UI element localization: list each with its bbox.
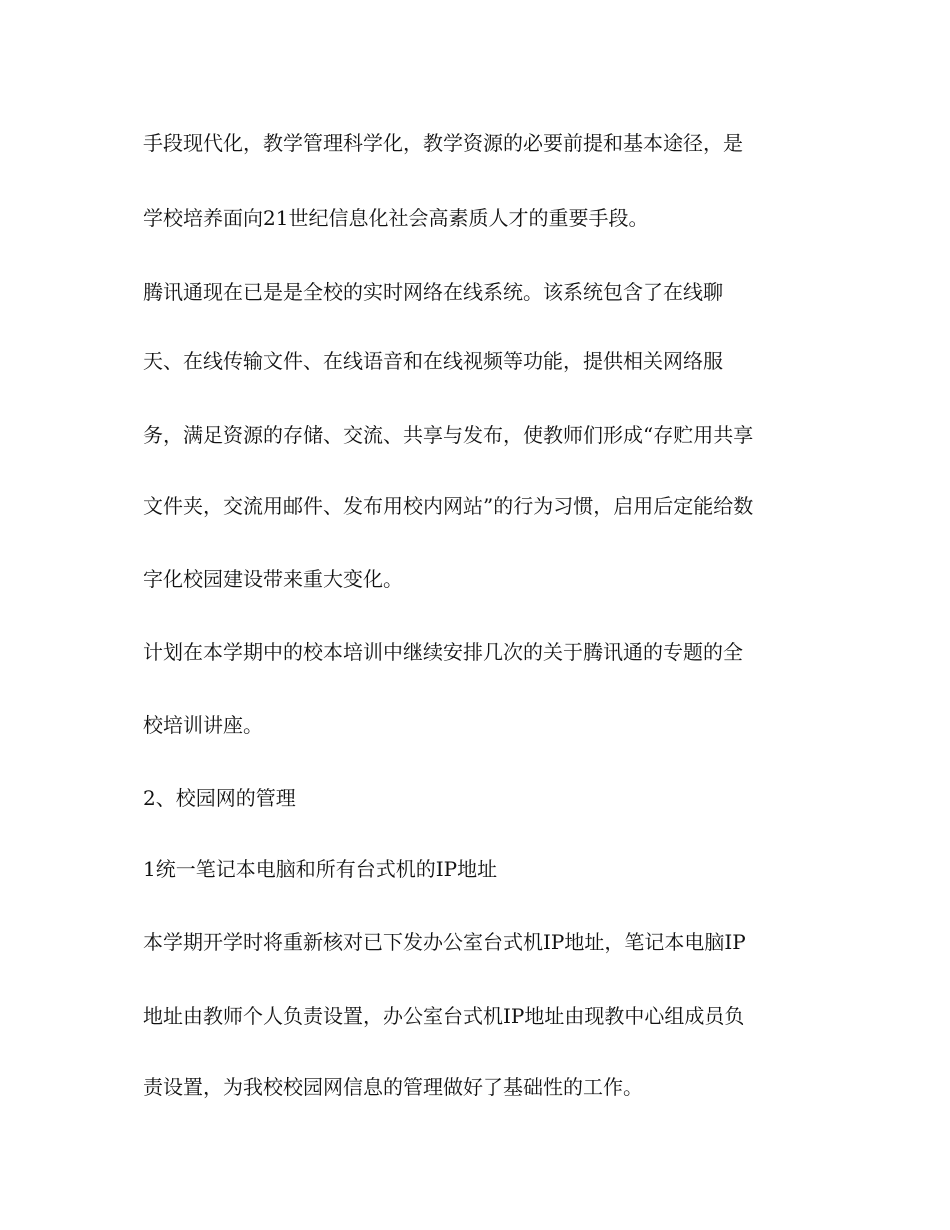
- text-line-8: 计划在本学期中的校本培训中继续安排几次的关于腾讯通的专题的全: [143, 640, 743, 664]
- text-line-1: 手段现代化，教学管理科学化，教学资源的必要前提和基本途径，是: [143, 131, 743, 155]
- text-line-9: 校培训讲座。: [143, 713, 263, 737]
- text-line-3: 腾讯通现在已是是全校的实时网络在线系统。该系统包含了在线聊: [143, 280, 723, 304]
- text-line-4: 天、在线传输文件、在线语音和在线视频等功能，提供相关网络服: [143, 349, 723, 373]
- section-heading: 2、校园网的管理: [143, 786, 296, 810]
- text-line-12: 本学期开学时将重新核对已下发办公室台式机IP地址，笔记本电脑IP: [143, 930, 746, 954]
- text-line-13: 地址由教师个人负责设置，办公室台式机IP地址由现教中心组成员负: [143, 1004, 745, 1028]
- text-line-7: 字化校园建设带来重大变化。: [143, 567, 403, 591]
- subsection-heading: 1统一笔记本电脑和所有台式机的IP地址: [143, 857, 498, 881]
- text-line-14: 责设置，为我校校园网信息的管理做好了基础性的工作。: [143, 1075, 643, 1099]
- text-line-6: 文件夹，交流用邮件、发布用校内网站”的行为习惯，启用后定能给数: [143, 494, 754, 518]
- text-line-2: 学校培养面向21世纪信息化社会高素质人才的重要手段。: [143, 206, 649, 230]
- text-line-5: 务，满足资源的存储、交流、共享与发布，使教师们形成“存贮用共享: [143, 423, 754, 447]
